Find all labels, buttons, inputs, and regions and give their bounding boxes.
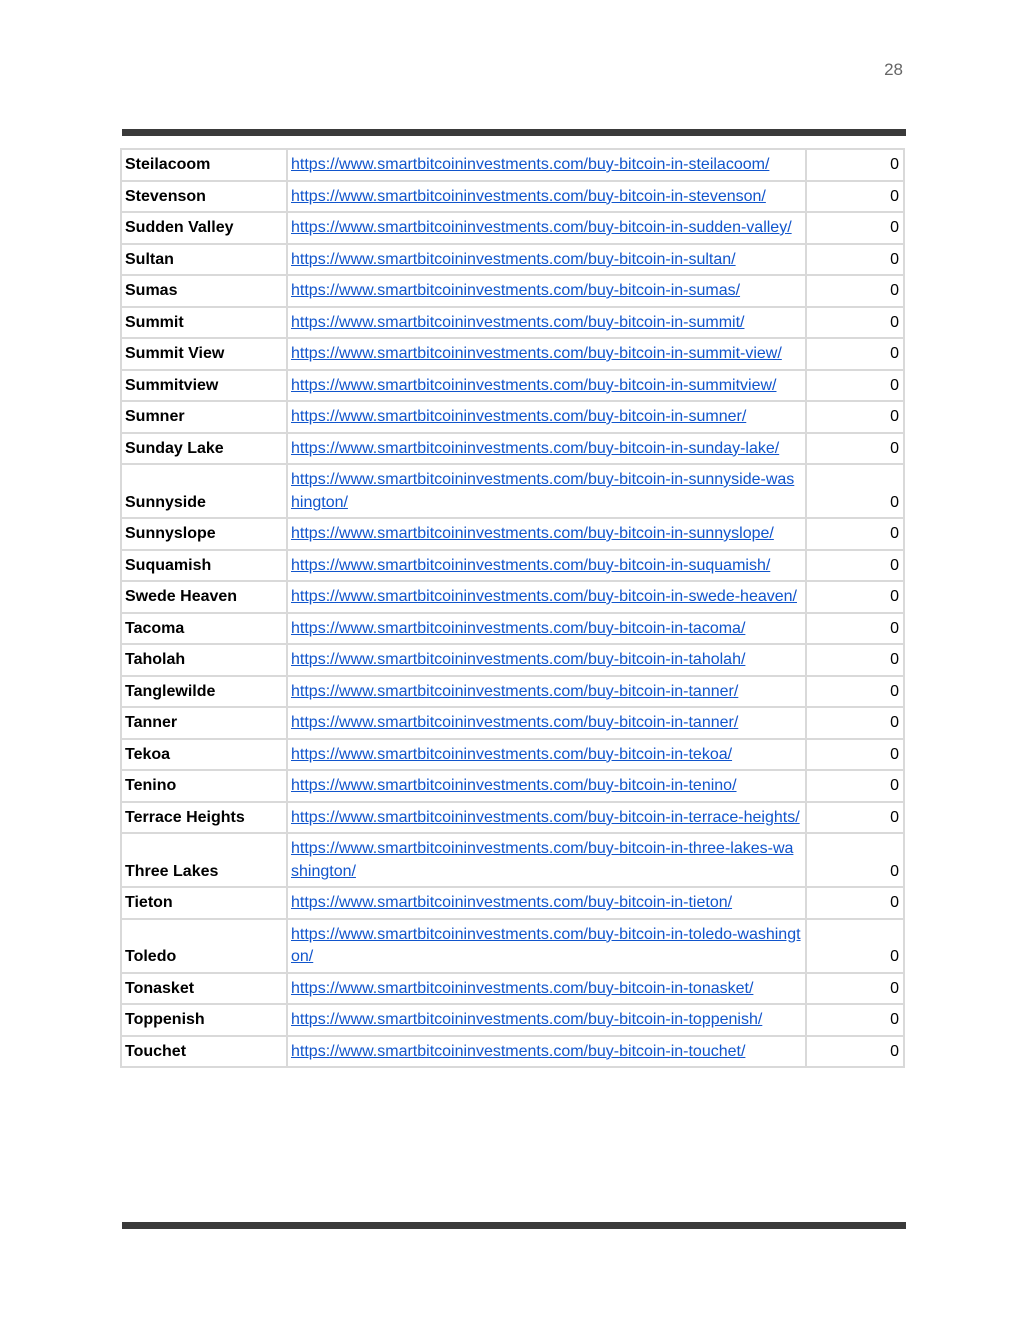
- url-cell: [287, 307, 806, 339]
- count-cell: 0: [806, 464, 904, 518]
- table-row: [121, 1036, 904, 1068]
- location-link[interactable]: https://www.smartbitcoininvestments.com/buy-bitcoin-in-tacoma/: [291, 619, 746, 637]
- location-name-cell: Sumas: [121, 275, 287, 307]
- location-name-cell: Sunnyslope: [121, 518, 287, 550]
- table-row: [121, 919, 904, 973]
- url-cell: [287, 887, 806, 919]
- location-name-cell: Three Lakes: [121, 833, 287, 887]
- location-name-cell: Stevenson: [121, 181, 287, 213]
- location-name-cell: Steilacoom: [121, 149, 287, 181]
- table-row: [121, 739, 904, 771]
- count-cell: 0: [806, 770, 904, 802]
- url-cell: [287, 802, 806, 834]
- count-cell: 0: [806, 887, 904, 919]
- count-cell: 0: [806, 613, 904, 645]
- table-row: [121, 464, 904, 518]
- table-row: [121, 433, 904, 465]
- table-row: [121, 644, 904, 676]
- location-name-cell: Tacoma: [121, 613, 287, 645]
- count-cell: 0: [806, 833, 904, 887]
- count-cell: 0: [806, 149, 904, 181]
- location-link[interactable]: https://www.smartbitcoininvestments.com/buy-bitcoin-in-tekoa/: [291, 745, 733, 763]
- table-row: [121, 613, 904, 645]
- location-link[interactable]: https://www.smartbitcoininvestments.com/buy-bitcoin-in-sunday-lake/: [291, 439, 780, 457]
- count-cell: 0: [806, 401, 904, 433]
- url-cell: [287, 550, 806, 582]
- location-name-cell: Touchet: [121, 1036, 287, 1068]
- location-link[interactable]: https://www.smartbitcoininvestments.com/buy-bitcoin-in-sultan/: [291, 250, 736, 268]
- url-cell: [287, 433, 806, 465]
- location-link[interactable]: https://www.smartbitcoininvestments.com/buy-bitcoin-in-three-lakes-washington/: [291, 840, 794, 880]
- url-cell: [287, 644, 806, 676]
- location-link[interactable]: https://www.smartbitcoininvestments.com/buy-bitcoin-in-stevenson/: [291, 187, 766, 205]
- url-cell: [287, 770, 806, 802]
- location-link[interactable]: https://www.smartbitcoininvestments.com/buy-bitcoin-in-suquamish/: [291, 556, 771, 574]
- table-row: [121, 550, 904, 582]
- location-name-cell: Suquamish: [121, 550, 287, 582]
- url-cell: [287, 149, 806, 181]
- table-row: [121, 887, 904, 919]
- url-cell: [287, 338, 806, 370]
- count-cell: 0: [806, 370, 904, 402]
- location-link[interactable]: https://www.smartbitcoininvestments.com/buy-bitcoin-in-terrace-heights/: [291, 808, 800, 826]
- count-cell: 0: [806, 919, 904, 973]
- location-name-cell: Toledo: [121, 919, 287, 973]
- location-name-cell: Tanglewilde: [121, 676, 287, 708]
- count-cell: 0: [806, 581, 904, 613]
- table-row: [121, 401, 904, 433]
- table-row: [121, 707, 904, 739]
- url-cell: [287, 401, 806, 433]
- location-name-cell: Summit View: [121, 338, 287, 370]
- url-cell: [287, 212, 806, 244]
- count-cell: 0: [806, 676, 904, 708]
- url-cell: [287, 1036, 806, 1068]
- location-name-cell: Summitview: [121, 370, 287, 402]
- location-name-cell: Taholah: [121, 644, 287, 676]
- header-rule: [122, 129, 906, 136]
- url-cell: [287, 676, 806, 708]
- locations-table: [120, 148, 905, 1068]
- url-cell: [287, 919, 806, 973]
- location-link[interactable]: https://www.smartbitcoininvestments.com/buy-bitcoin-in-toppenish/: [291, 1011, 763, 1028]
- location-link[interactable]: https://www.smartbitcoininvestments.com/buy-bitcoin-in-tieton/: [291, 894, 733, 911]
- count-cell: 0: [806, 973, 904, 1005]
- table-row: [121, 275, 904, 307]
- url-cell: [287, 613, 806, 645]
- table-row: [121, 833, 904, 887]
- count-cell: 0: [806, 244, 904, 276]
- location-link[interactable]: https://www.smartbitcoininvestments.com/buy-bitcoin-in-toledo-washington/: [291, 925, 801, 965]
- location-name-cell: Tekoa: [121, 739, 287, 771]
- location-name-cell: Swede Heaven: [121, 581, 287, 613]
- location-name-cell: Sudden Valley: [121, 212, 287, 244]
- count-cell: 0: [806, 802, 904, 834]
- count-cell: 0: [806, 275, 904, 307]
- count-cell: 0: [806, 644, 904, 676]
- footer-rule: [122, 1222, 906, 1229]
- url-cell: [287, 707, 806, 739]
- table-row: [121, 802, 904, 834]
- location-name-cell: Toppenish: [121, 1004, 287, 1036]
- url-cell: [287, 1004, 806, 1036]
- url-cell: [287, 181, 806, 213]
- location-name-cell: Sunday Lake: [121, 433, 287, 465]
- location-link[interactable]: https://www.smartbitcoininvestments.com/buy-bitcoin-in-summit-view/: [291, 345, 782, 362]
- count-cell: 0: [806, 550, 904, 582]
- table-row: [121, 212, 904, 244]
- url-cell: [287, 581, 806, 613]
- url-cell: [287, 833, 806, 887]
- table-row: [121, 181, 904, 213]
- count-cell: 0: [806, 739, 904, 771]
- location-link[interactable]: https://www.smartbitcoininvestments.com/buy-bitcoin-in-tonasket/: [291, 979, 754, 997]
- count-cell: 0: [806, 338, 904, 370]
- table-row: [121, 338, 904, 370]
- location-name-cell: Summit: [121, 307, 287, 339]
- count-cell: 0: [806, 181, 904, 213]
- count-cell: 0: [806, 1004, 904, 1036]
- location-link[interactable]: https://www.smartbitcoininvestments.com/buy-bitcoin-in-sunnyside-washington/: [291, 471, 795, 511]
- table-row: [121, 518, 904, 550]
- table-row: [121, 244, 904, 276]
- table-row: [121, 676, 904, 708]
- count-cell: 0: [806, 518, 904, 550]
- location-link[interactable]: https://www.smartbitcoininvestments.com/buy-bitcoin-in-tenino/: [291, 777, 737, 794]
- count-cell: 0: [806, 1036, 904, 1068]
- location-name-cell: Tieton: [121, 887, 287, 919]
- location-name-cell: Sumner: [121, 401, 287, 433]
- count-cell: 0: [806, 707, 904, 739]
- table-row: [121, 149, 904, 181]
- table-body: [121, 149, 904, 1067]
- location-link[interactable]: https://www.smartbitcoininvestments.com/buy-bitcoin-in-steilacoom/: [291, 156, 770, 173]
- url-cell: [287, 464, 806, 518]
- table-row: [121, 370, 904, 402]
- table-row: [121, 307, 904, 339]
- url-cell: [287, 739, 806, 771]
- url-cell: [287, 518, 806, 550]
- location-link[interactable]: https://www.smartbitcoininvestments.com/buy-bitcoin-in-swede-heaven/: [291, 588, 797, 605]
- count-cell: 0: [806, 212, 904, 244]
- location-link[interactable]: https://www.smartbitcoininvestments.com/buy-bitcoin-in-taholah/: [291, 651, 746, 668]
- location-name-cell: Tanner: [121, 707, 287, 739]
- url-cell: [287, 244, 806, 276]
- location-name-cell: Terrace Heights: [121, 802, 287, 834]
- location-link[interactable]: https://www.smartbitcoininvestments.com/buy-bitcoin-in-sudden-valley/: [291, 219, 792, 236]
- url-cell: [287, 275, 806, 307]
- count-cell: 0: [806, 307, 904, 339]
- location-name-cell: Sultan: [121, 244, 287, 276]
- location-link[interactable]: https://www.smartbitcoininvestments.com/buy-bitcoin-in-sumner/: [291, 408, 747, 425]
- page-number: 28: [884, 60, 903, 79]
- location-link[interactable]: https://www.smartbitcoininvestments.com/buy-bitcoin-in-tanner/: [291, 714, 739, 731]
- table-row: [121, 973, 904, 1005]
- table-row: [121, 1004, 904, 1036]
- table-row: [121, 770, 904, 802]
- location-link[interactable]: https://www.smartbitcoininvestments.com/buy-bitcoin-in-tanner/: [291, 682, 739, 700]
- location-link[interactable]: https://www.smartbitcoininvestments.com/buy-bitcoin-in-sumas/: [291, 282, 741, 299]
- url-cell: [287, 370, 806, 402]
- location-name-cell: Tenino: [121, 770, 287, 802]
- count-cell: 0: [806, 433, 904, 465]
- location-name-cell: Sunnyside: [121, 464, 287, 518]
- location-link[interactable]: https://www.smartbitcoininvestments.com/buy-bitcoin-in-touchet/: [291, 1042, 746, 1060]
- table-row: [121, 581, 904, 613]
- location-link[interactable]: https://www.smartbitcoininvestments.com/buy-bitcoin-in-sunnyslope/: [291, 525, 774, 542]
- url-cell: [287, 973, 806, 1005]
- location-name-cell: Tonasket: [121, 973, 287, 1005]
- location-link[interactable]: https://www.smartbitcoininvestments.com/buy-bitcoin-in-summit/: [291, 313, 745, 331]
- location-link[interactable]: https://www.smartbitcoininvestments.com/buy-bitcoin-in-summitview/: [291, 376, 777, 394]
